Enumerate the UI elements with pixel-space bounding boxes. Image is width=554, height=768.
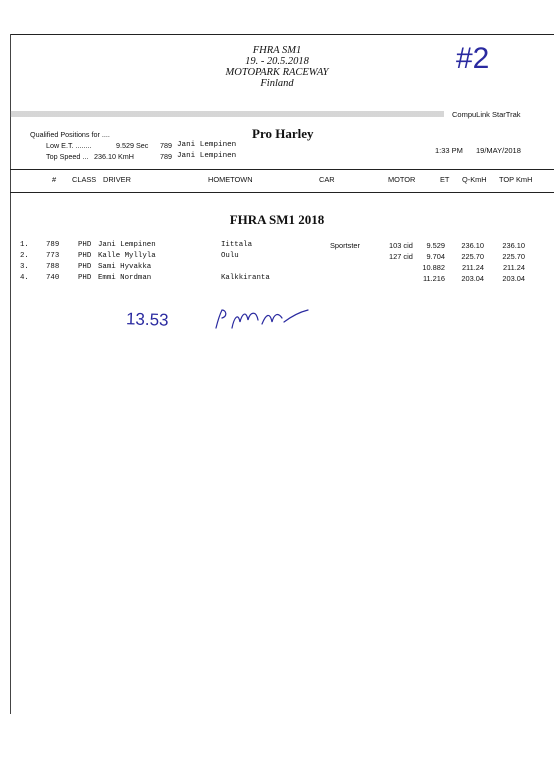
row-topkmh: 203.04 (502, 274, 525, 283)
row-pos: 2. (20, 252, 29, 260)
row-car: Sportster (330, 241, 360, 250)
low-et-car: 789 (160, 141, 172, 150)
row-driver: Sami Hyvakka (98, 263, 152, 271)
row-topkmh: 236.10 (502, 241, 525, 250)
dotted-separator (10, 111, 444, 117)
row-et: 9.529 (426, 241, 445, 250)
row-pos: 4. (20, 274, 29, 282)
row-pos: 1. (20, 241, 29, 249)
event-dates: 19. - 20.5.2018 (245, 56, 309, 67)
low-et-value: 9.529 Sec (116, 141, 149, 150)
row-qkmh: 236.10 (461, 241, 484, 250)
top-speed-label: Top Speed ... (46, 152, 89, 161)
row-motor: 103 cid (389, 241, 413, 250)
row-topkmh: 225.70 (502, 252, 525, 261)
row-et: 11.216 (422, 274, 445, 283)
row-pos: 3. (20, 263, 29, 271)
row-topkmh: 211.24 (502, 263, 525, 272)
row-num: 789 (46, 241, 60, 249)
event-country: Finland (260, 78, 294, 89)
row-driver: Jani Lempinen (98, 241, 156, 249)
handwritten-sheet-number: #2 (456, 42, 490, 75)
event-venue: MOTOPARK RACEWAY (225, 67, 329, 78)
col-hometown: HOMETOWN (208, 175, 253, 184)
column-header-top-rule (10, 169, 554, 170)
page-left-border (10, 34, 11, 714)
section-title: FHRA SM1 2018 (229, 212, 325, 227)
qualified-label: Qualified Positions for .... (30, 130, 110, 139)
col-num: # (52, 175, 57, 184)
col-et: ET (440, 175, 450, 184)
print-time: 1:33 PM (435, 146, 463, 155)
top-speed-value: 236.10 KmH (94, 152, 134, 161)
row-num: 773 (46, 252, 60, 260)
row-num: 788 (46, 263, 60, 271)
handwritten-time: 13.53 (125, 309, 169, 330)
top-speed-driver: Jani Lempinen (177, 152, 237, 160)
row-hometown: Iittala (221, 241, 253, 249)
row-driver: Kalle Myllyla (98, 252, 156, 260)
row-et: 10.882 (422, 263, 445, 272)
col-qkmh: Q-KmH (462, 175, 487, 184)
low-et-label: Low E.T. ........ (46, 141, 92, 150)
col-driver: DRIVER (103, 175, 131, 184)
row-motor: 127 cid (389, 252, 413, 261)
page-top-border (10, 34, 554, 35)
column-header-bottom-rule (10, 192, 554, 193)
col-topkmh: TOP KmH (499, 175, 533, 184)
col-car: CAR (319, 175, 335, 184)
handwritten-signature (212, 306, 312, 332)
row-class: PHD (78, 274, 92, 282)
row-class: PHD (78, 252, 92, 260)
software-label: CompuLink StarTrak (452, 110, 521, 119)
col-motor: MOTOR (388, 175, 416, 184)
row-et: 9.704 (426, 252, 445, 261)
low-et-driver: Jani Lempinen (177, 141, 237, 149)
col-class: CLASS (72, 175, 97, 184)
row-class: PHD (78, 241, 92, 249)
print-date: 19/MAY/2018 (476, 146, 521, 155)
row-hometown: Oulu (221, 252, 239, 260)
top-speed-car: 789 (160, 152, 172, 161)
row-num: 740 (46, 274, 60, 282)
row-qkmh: 203.04 (461, 274, 484, 283)
row-driver: Emmi Nordman (98, 274, 152, 282)
row-qkmh: 225.70 (461, 252, 484, 261)
class-title: Pro Harley (252, 126, 314, 141)
row-qkmh: 211.24 (461, 263, 484, 272)
event-title: FHRA SM1 (252, 45, 302, 56)
row-class: PHD (78, 263, 92, 271)
row-hometown: Kalkkiranta (221, 274, 270, 282)
